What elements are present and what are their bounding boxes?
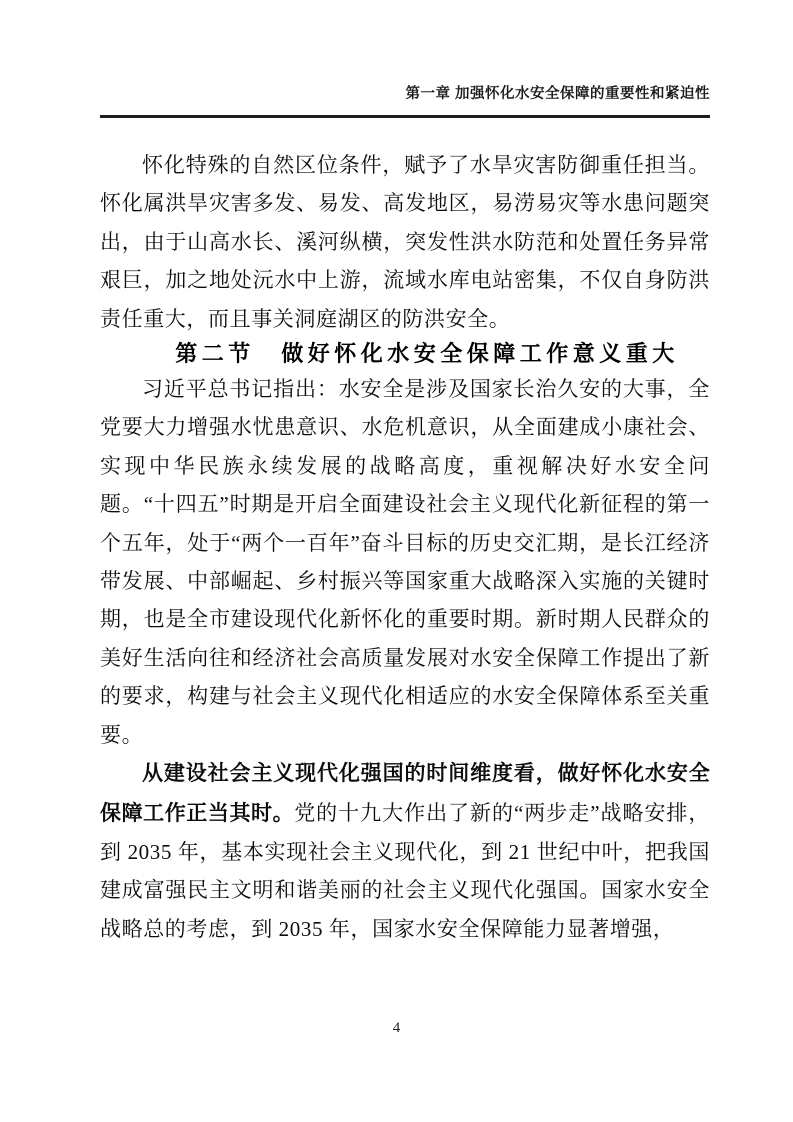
paragraph-3-bold-lead: 从建设社会主义现代化强国的时间维度看，做好怀化水安全保障工作正当其时。	[100, 762, 710, 825]
paragraph-3-text: 党的十九大作出了新的“两步走”战略安排，到 2035 年，基本实现社会主义现代化，到 21 世纪中叶，把我国建成富强民主文明和谐美丽的社会主义现代化强国。国家水安全战略总的考虑，到 2035 年，国家水安全保障能力显著增强，	[100, 800, 710, 941]
section-heading: 第二节 做好怀化水安全保障工作意义重大	[175, 341, 679, 367]
body-paragraph-3	[100, 754, 710, 948]
page-number: 4	[392, 1020, 401, 1036]
running-header-title: 第一章 加强怀化水安全保障的重要性和紧迫性	[405, 86, 710, 102]
body-paragraph-2: 习近平总书记指出：水安全是涉及国家长治久安的大事，全党要大力增强水忧患意识、水危机意识，从全面建成小康社会、实现中华民族永续发展的战略高度，重视解决好水安全问题。“十四五”时期是开启全面建设社会主义现代化新征程的第一个五年，处于“两个一百年”奋斗目标的历史交汇期，是长江经济带发展、中部崛起、乡村振兴等国家重大战略深入实施的关键时期，也是全市建设现代化新怀化的重要时期。新时期人民群众的美好生活向往和经济社会高质量发展对水安全保障工作提出了新的要求，构建与社会主义现代化相适应的水安全保障体系至关重要。	[100, 377, 710, 747]
page-content	[100, 0, 710, 948]
body-paragraph-1: 怀化特殊的自然区位条件，赋予了水旱灾害防御重任担当。怀化属洪旱灾害多发、易发、高发地区，易涝易灾等水患问题突出，由于山高水长、溪河纵横，突发性洪水防范和处置任务异常艰巨，加之地处沅水中上游，流域水库电站密集，不仅自身防洪责任重大，而且事关洞庭湖区的防洪安全。	[100, 153, 710, 331]
document-body	[100, 118, 710, 948]
